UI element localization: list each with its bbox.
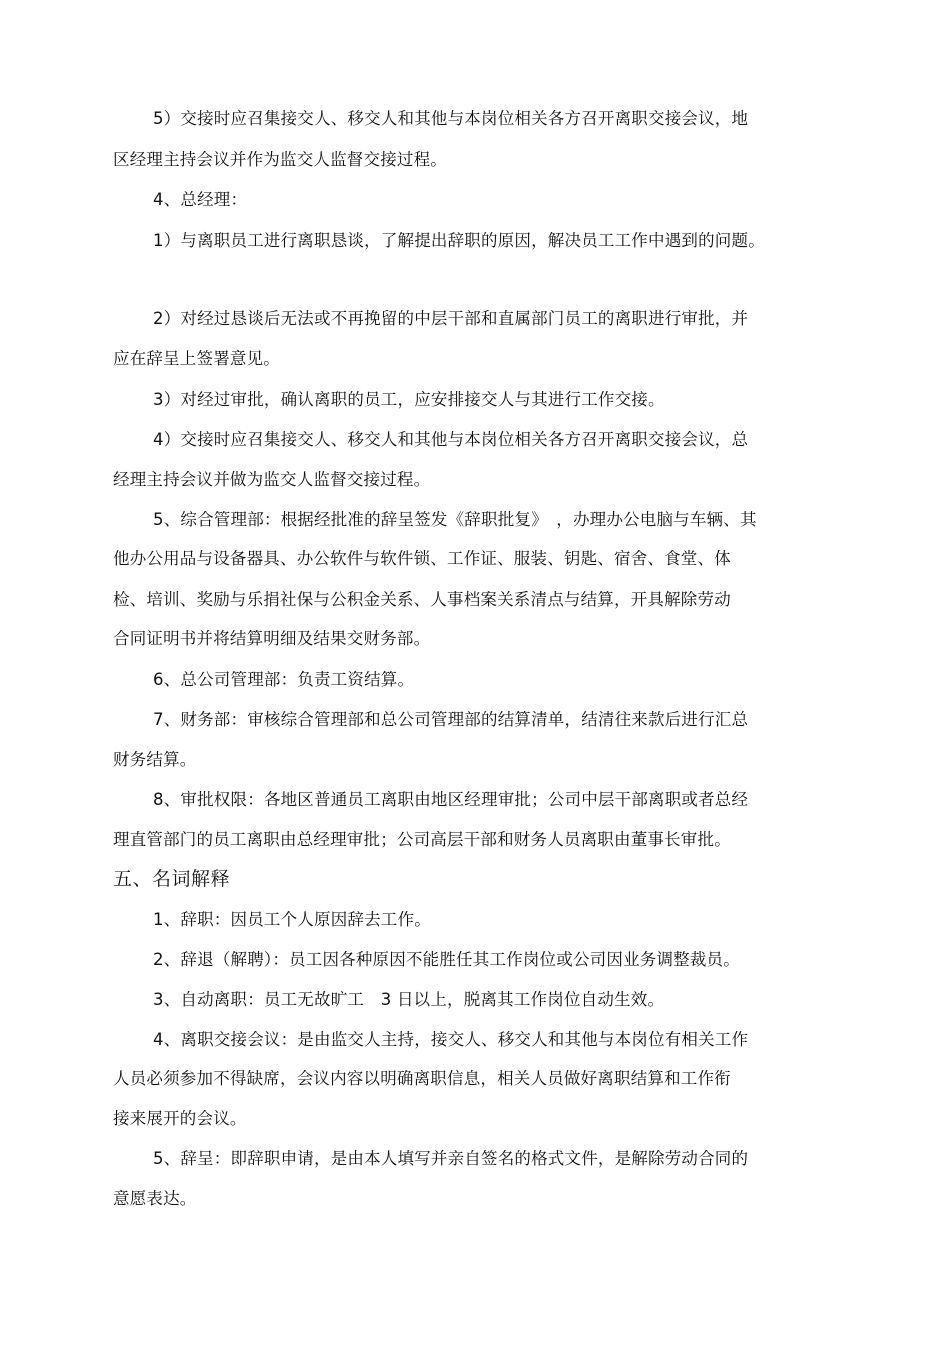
paragraph-line: 应在辞呈上签署意见。 bbox=[113, 349, 280, 368]
paragraph-line: 5、综合管理部：根据经批准的辞呈签发《辞职批复》 ，办理办公电脑与车辆、其 bbox=[153, 510, 757, 529]
paragraph-line: 合同证明书并将结算明细及结果交财务部。 bbox=[113, 629, 431, 648]
paragraph-line: 区经理主持会议并作为监交人监督交接过程。 bbox=[113, 150, 447, 169]
paragraph-line: 4）交接时应召集接交人、移交人和其他与本岗位相关各方召开离职交接会议，总 bbox=[153, 430, 749, 449]
paragraph-line: 3、自动离职：员工无故旷工 3 日以上，脱离其工作岗位自动生效。 bbox=[153, 990, 665, 1009]
paragraph-line: 5）交接时应召集接交人、移交人和其他与本岗位相关各方召开离职交接会议，地 bbox=[153, 109, 749, 128]
paragraph-line: 人员必须参加不得缺席，会议内容以明确离职信息，相关人员做好离职结算和工作衔 bbox=[113, 1069, 731, 1088]
paragraph-line: 理直管部门的员工离职由总经理审批；公司高层干部和财务人员离职由董事长审批。 bbox=[113, 830, 731, 849]
paragraph-line: 经理主持会议并做为监交人监督交接过程。 bbox=[113, 470, 431, 489]
paragraph-line: 8、审批权限：各地区普通员工离职由地区经理审批；公司中层干部离职或者总经 bbox=[153, 790, 749, 809]
paragraph-line: 他办公用品与设备器具、办公软件与软件锁、工作证、服装、钥匙、宿舍、食堂、体 bbox=[113, 549, 731, 568]
paragraph-line: 3）对经过审批，确认离职的员工，应安排接交人与其进行工作交接。 bbox=[153, 390, 665, 409]
paragraph-line: 意愿表达。 bbox=[113, 1189, 197, 1208]
paragraph-line: 6、总公司管理部：负责工资结算。 bbox=[153, 670, 415, 689]
section-heading: 五、名词解释 bbox=[113, 868, 231, 890]
paragraph-line: 5、辞呈：即辞职申请，是由本人填写并亲自签名的格式文件，是解除劳动合同的 bbox=[153, 1149, 749, 1168]
paragraph-line: 接来展开的会议。 bbox=[113, 1109, 247, 1128]
paragraph-line: 检、培训、奖励与乐捐社保与公积金关系、人事档案关系清点与结算，开具解除劳动 bbox=[113, 590, 731, 609]
paragraph-line: 1）与离职员工进行离职恳谈，了解提出辞职的原因，解决员工工作中遇到的问题。 bbox=[153, 231, 765, 250]
paragraph-line: 财务结算。 bbox=[113, 750, 197, 769]
paragraph-line: 1、辞职：因员工个人原因辞去工作。 bbox=[153, 910, 431, 929]
paragraph-line: 2）对经过恳谈后无法或不再挽留的中层干部和直属部门员工的离职进行审批，并 bbox=[153, 309, 749, 328]
paragraph-line: 4、离职交接会议：是由监交人主持，接交人、移交人和其他与本岗位有相关工作 bbox=[153, 1030, 749, 1049]
paragraph-line: 7、财务部：审核综合管理部和总公司管理部的结算清单，结清往来款后进行汇总 bbox=[153, 710, 749, 729]
paragraph-line: 2、辞退（解聘）：员工因各种原因不能胜任其工作岗位或公司因业务调整裁员。 bbox=[153, 950, 740, 969]
subsection-title: 4、总经理： bbox=[153, 190, 248, 209]
